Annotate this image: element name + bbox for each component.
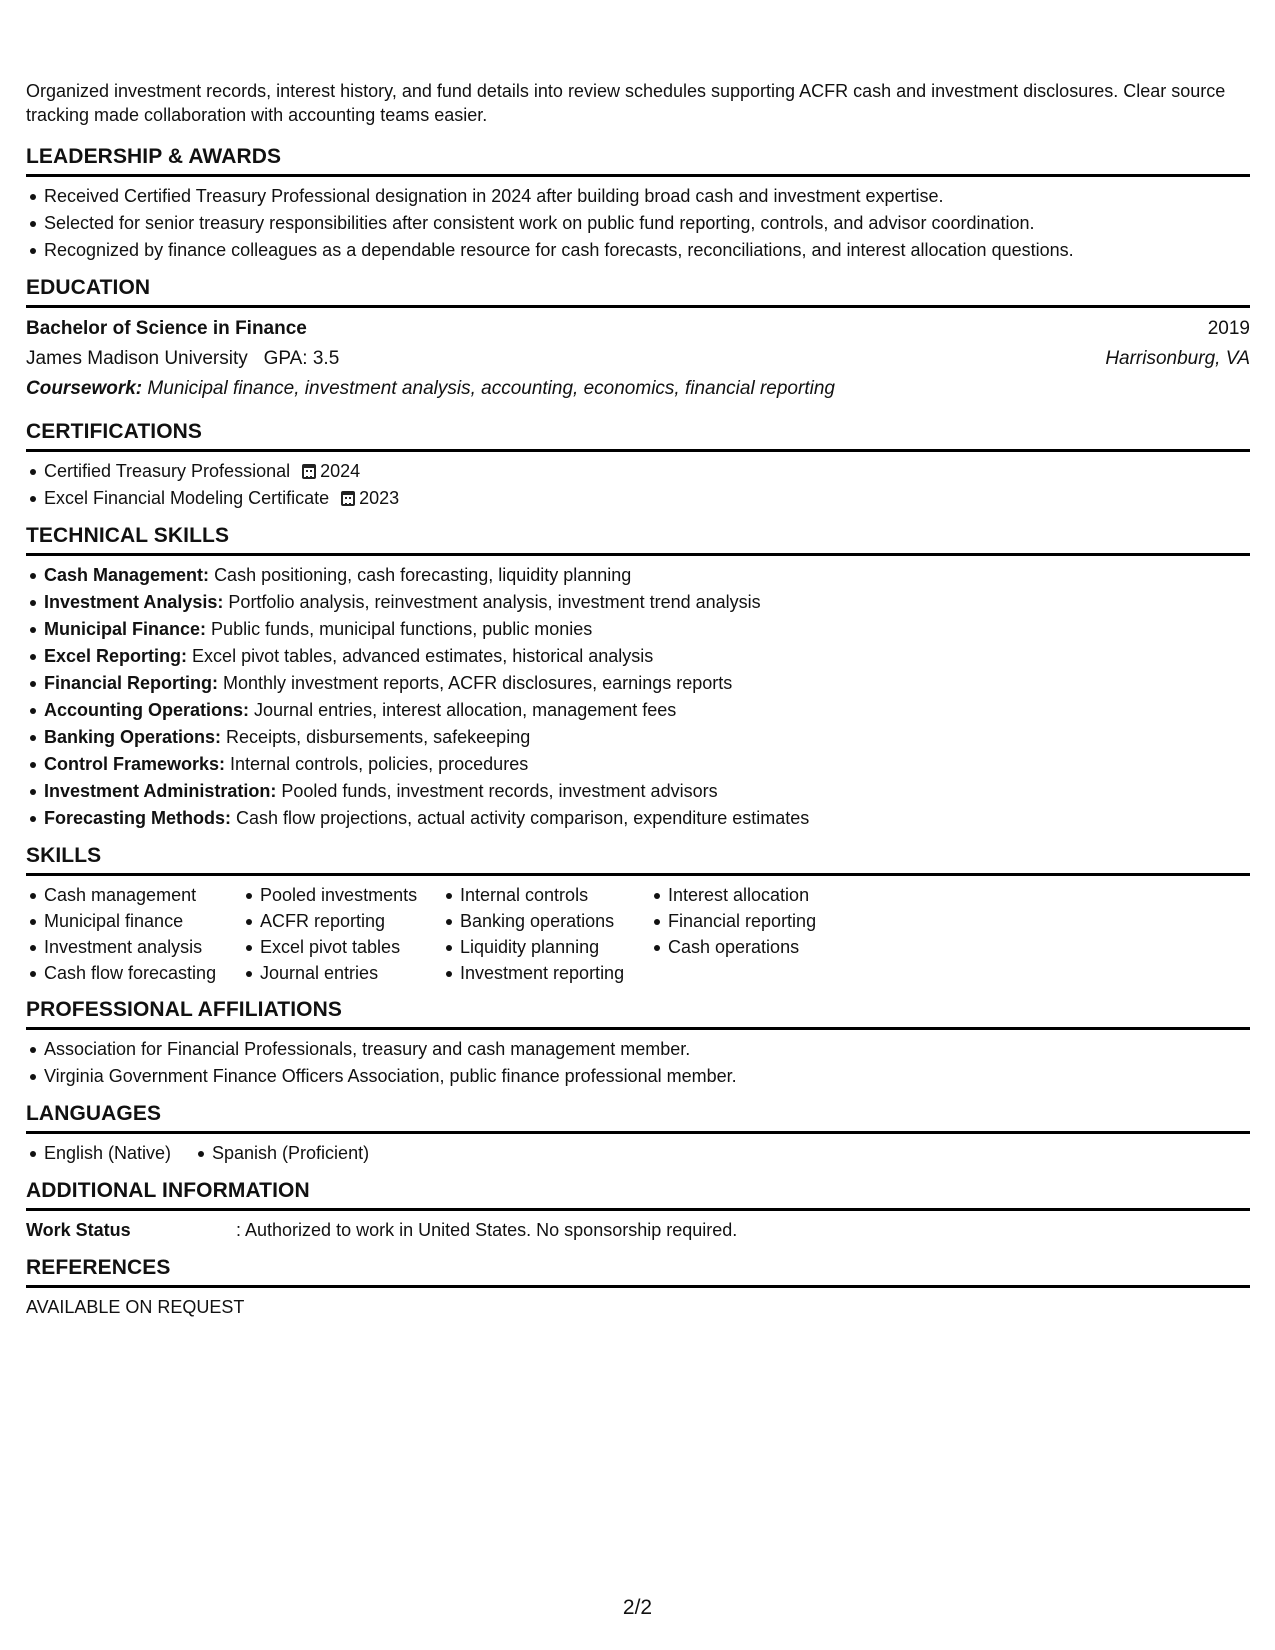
certification-year: 2023 [359,488,400,508]
skill-details: Cash positioning, cash forecasting, liquidity planning [214,565,632,585]
resume-page [26,79,1250,1331]
section-title-additional-info: ADDITIONAL INFORMATION [26,1177,1250,1211]
skill-category: Cash Management: [44,565,210,585]
skill-category: Investment Analysis: [44,592,224,612]
skill-details: Pooled funds, investment records, investment advisors [281,781,718,801]
skills-column [650,882,868,986]
gpa: GPA: 3.5 [263,348,340,369]
education-school-row [26,344,1250,374]
list-item [44,778,1250,805]
skill-details: Cash flow projections, actual activity comparison, expenditure estimates [236,808,810,828]
list-item [44,751,1250,778]
skill-details: Receipts, disbursements, safekeeping [226,727,531,747]
list-item: Selected for senior treasury responsibilities after consistent work on public fund reporting, controls, and advisor coordination. [44,210,1250,237]
section-title-languages: LANGUAGES [26,1100,1250,1134]
leadership-list [26,183,1250,264]
leadership-section [26,143,1250,264]
list-item: Virginia Government Finance Officers Association, public finance professional member. [44,1063,1250,1090]
section-title-references: REFERENCES [26,1254,1250,1288]
list-item: ACFR reporting [260,908,442,934]
list-item: Investment analysis [44,934,242,960]
list-item: Cash management [44,882,242,908]
degree-name: Bachelor of Science in Finance [26,318,307,339]
list-item: Banking operations [460,908,650,934]
references-text: AVAILABLE ON REQUEST [26,1297,245,1317]
list-item [44,458,1250,485]
section-title-leadership: LEADERSHIP & AWARDS [26,143,1250,177]
coursework-label: Coursework: [26,378,143,399]
list-item: Liquidity planning [460,934,650,960]
technical-skills-section [26,522,1250,832]
section-title-education: EDUCATION [26,274,1250,308]
list-item: Investment reporting [460,960,650,986]
section-title-technical-skills: TECHNICAL SKILLS [26,522,1250,556]
skill-category: Accounting Operations: [44,700,250,720]
section-title-affiliations: PROFESSIONAL AFFILIATIONS [26,996,1250,1030]
work-status-row [26,1217,1250,1244]
list-item: Cash operations [668,934,868,960]
page-number: 2/2 [622,1596,653,1619]
skills-section [26,842,1250,986]
skill-category: Forecasting Methods: [44,808,232,828]
work-status-value: : Authorized to work in United States. No sponsorship required. [236,1220,738,1240]
list-item [44,485,1250,512]
skill-category: Municipal Finance: [44,619,207,639]
skill-category: Excel Reporting: [44,646,188,666]
languages-section [26,1100,1250,1167]
coursework [26,374,835,404]
languages-list [194,1140,369,1167]
list-item: Municipal finance [44,908,242,934]
list-item [44,616,1250,643]
list-item: Received Certified Treasury Professional designation in 2024 after building broad cash and investment expertise. [44,183,1250,210]
language-item: Spanish (Proficient) [212,1140,369,1167]
section-title-certifications: CERTIFICATIONS [26,418,1250,452]
list-item: Pooled investments [260,882,442,908]
skills-column [26,882,242,986]
graduation-year: 2019 [1207,318,1250,339]
list-item: Financial reporting [668,908,868,934]
school-info [26,344,339,374]
skill-details: Monthly investment reports, ACFR disclosures, earnings reports [223,673,733,693]
skills-column [242,882,442,986]
education-degree-row [26,314,1250,344]
affiliations-list [26,1036,1250,1090]
school-location: Harrisonburg, VA [1105,348,1250,369]
languages-row [26,1140,1250,1167]
skill-category: Control Frameworks: [44,754,226,774]
skill-details: Portfolio analysis, reinvestment analysis, investment trend analysis [228,592,761,612]
skill-category: Investment Administration: [44,781,277,801]
skills-column [442,882,650,986]
skill-details: Internal controls, policies, procedures [230,754,529,774]
skill-category: Banking Operations: [44,727,222,747]
certification-name: Certified Treasury Professional [44,461,291,481]
education-coursework-row [26,374,1250,404]
language-item: English (Native) [44,1140,194,1167]
skills-grid [26,882,1250,986]
list-item: Cash flow forecasting [44,960,242,986]
list-item [44,670,1250,697]
list-item: Journal entries [260,960,442,986]
skill-details: Journal entries, interest allocation, management fees [254,700,677,720]
list-item [44,697,1250,724]
certifications-section [26,418,1250,512]
references-section [26,1254,1250,1321]
list-item [44,643,1250,670]
certification-name: Excel Financial Modeling Certificate [44,488,330,508]
certifications-list [26,458,1250,512]
list-item [44,724,1250,751]
skill-details: Excel pivot tables, advanced estimates, historical analysis [192,646,654,666]
certification-year: 2024 [320,461,361,481]
languages-list [26,1140,194,1167]
skill-category: Financial Reporting: [44,673,219,693]
school-name: James Madison University [26,348,248,369]
list-item [44,805,1250,832]
list-item [44,589,1250,616]
education-section [26,274,1250,404]
list-item: Interest allocation [668,882,868,908]
list-item: Excel pivot tables [260,934,442,960]
list-item [44,562,1250,589]
skill-details: Public funds, municipal functions, public monies [211,619,593,639]
section-title-skills: SKILLS [26,842,1250,876]
technical-skills-list [26,562,1250,832]
list-item: Association for Financial Professionals, treasury and cash management member. [44,1036,1250,1063]
list-item: Recognized by finance colleagues as a dependable resource for cash forecasts, reconciliations, and interest allocation questions. [44,237,1250,264]
calendar-icon [341,491,355,506]
work-status-label: Work Status [26,1220,131,1240]
additional-info-section [26,1177,1250,1244]
calendar-icon [302,464,316,479]
intro-paragraph: Organized investment records, interest history, and fund details into review schedules supporting ACFR cash and investment disclosures. Clear source tracking made collaboration with accounting teams easier. [26,81,1226,125]
affiliations-section [26,996,1250,1090]
coursework-list: Municipal finance, investment analysis, accounting, economics, financial reporting [147,378,835,399]
list-item: Internal controls [460,882,650,908]
